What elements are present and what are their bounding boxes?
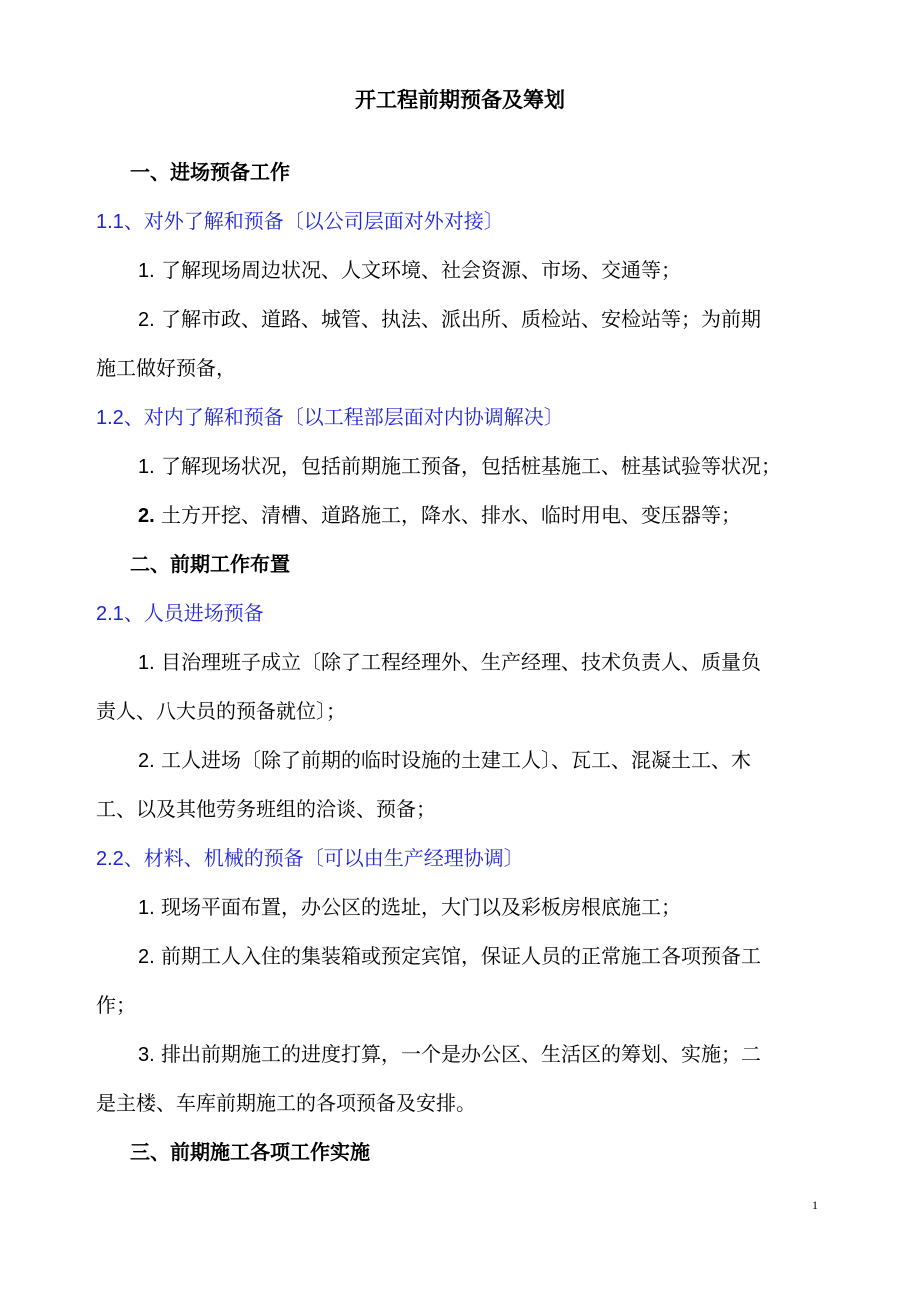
subsection-heading-2-1: 2.1、人员进场预备 bbox=[96, 601, 264, 625]
section-heading-3: 三、前期施工各项工作实施 bbox=[130, 1140, 370, 1164]
paragraph-1: 1. 了解现场周边状况、人文环境、社会资源、市场、交通等； bbox=[138, 258, 682, 282]
subsection-heading-1-1: 1.1、对外了解和预备〔以公司层面对外对接〕 bbox=[96, 209, 504, 233]
paragraph-3: 1. 了解现场状况，包括前期施工预备，包括桩基施工、桩基试验等状况； bbox=[138, 454, 782, 478]
document-title: 开工程前期预备及筹划 bbox=[355, 87, 565, 112]
paragraph-8-line-2: 作； bbox=[96, 993, 136, 1017]
paragraph-9-line-1: 3. 排出前期施工的进度打算，一个是办公区、生活区的筹划、实施；二 bbox=[138, 1042, 762, 1066]
paragraph-7: 1. 现场平面布置，办公区的选址，大门以及彩板房根底施工； bbox=[138, 895, 682, 919]
paragraph-5-line-1: 1. 目治理班子成立〔除了工程经理外、生产经理、技术负责人、质量负 bbox=[138, 650, 762, 674]
paragraph-4: 2. 土方开挖、清槽、道路施工，降水、排水、临时用电、变压器等； bbox=[138, 503, 742, 527]
paragraph-6-line-1: 2. 工人进场〔除了前期的临时设施的土建工人〕、瓦工、混凝土工、木 bbox=[138, 748, 752, 772]
subsection-heading-1-2: 1.2、对内了解和预备〔以工程部层面对内协调解决〕 bbox=[96, 405, 564, 429]
section-heading-1: 一、进场预备工作 bbox=[130, 160, 290, 184]
page-number: 1 bbox=[812, 1198, 818, 1212]
paragraph-6-line-2: 工、以及其他劳务班组的洽谈、预备； bbox=[96, 797, 436, 821]
subsection-heading-2-2: 2.2、材料、机械的预备〔可以由生产经理协调〕 bbox=[96, 846, 524, 870]
paragraph-2-line-1: 2. 了解市政、道路、城管、执法、派出所、质检站、安检站等；为前期 bbox=[138, 307, 762, 331]
paragraph-9-line-2: 是主楼、车库前期施工的各项预备及安排。 bbox=[96, 1091, 476, 1115]
paragraph-5-line-2: 责人、八大员的预备就位〕； bbox=[96, 699, 346, 723]
paragraph-2-line-2: 施工做好预备， bbox=[96, 356, 236, 380]
section-heading-2: 二、前期工作布置 bbox=[130, 552, 290, 576]
paragraph-8-line-1: 2. 前期工人入住的集装箱或预定宾馆，保证人员的正常施工各项预备工 bbox=[138, 944, 762, 968]
